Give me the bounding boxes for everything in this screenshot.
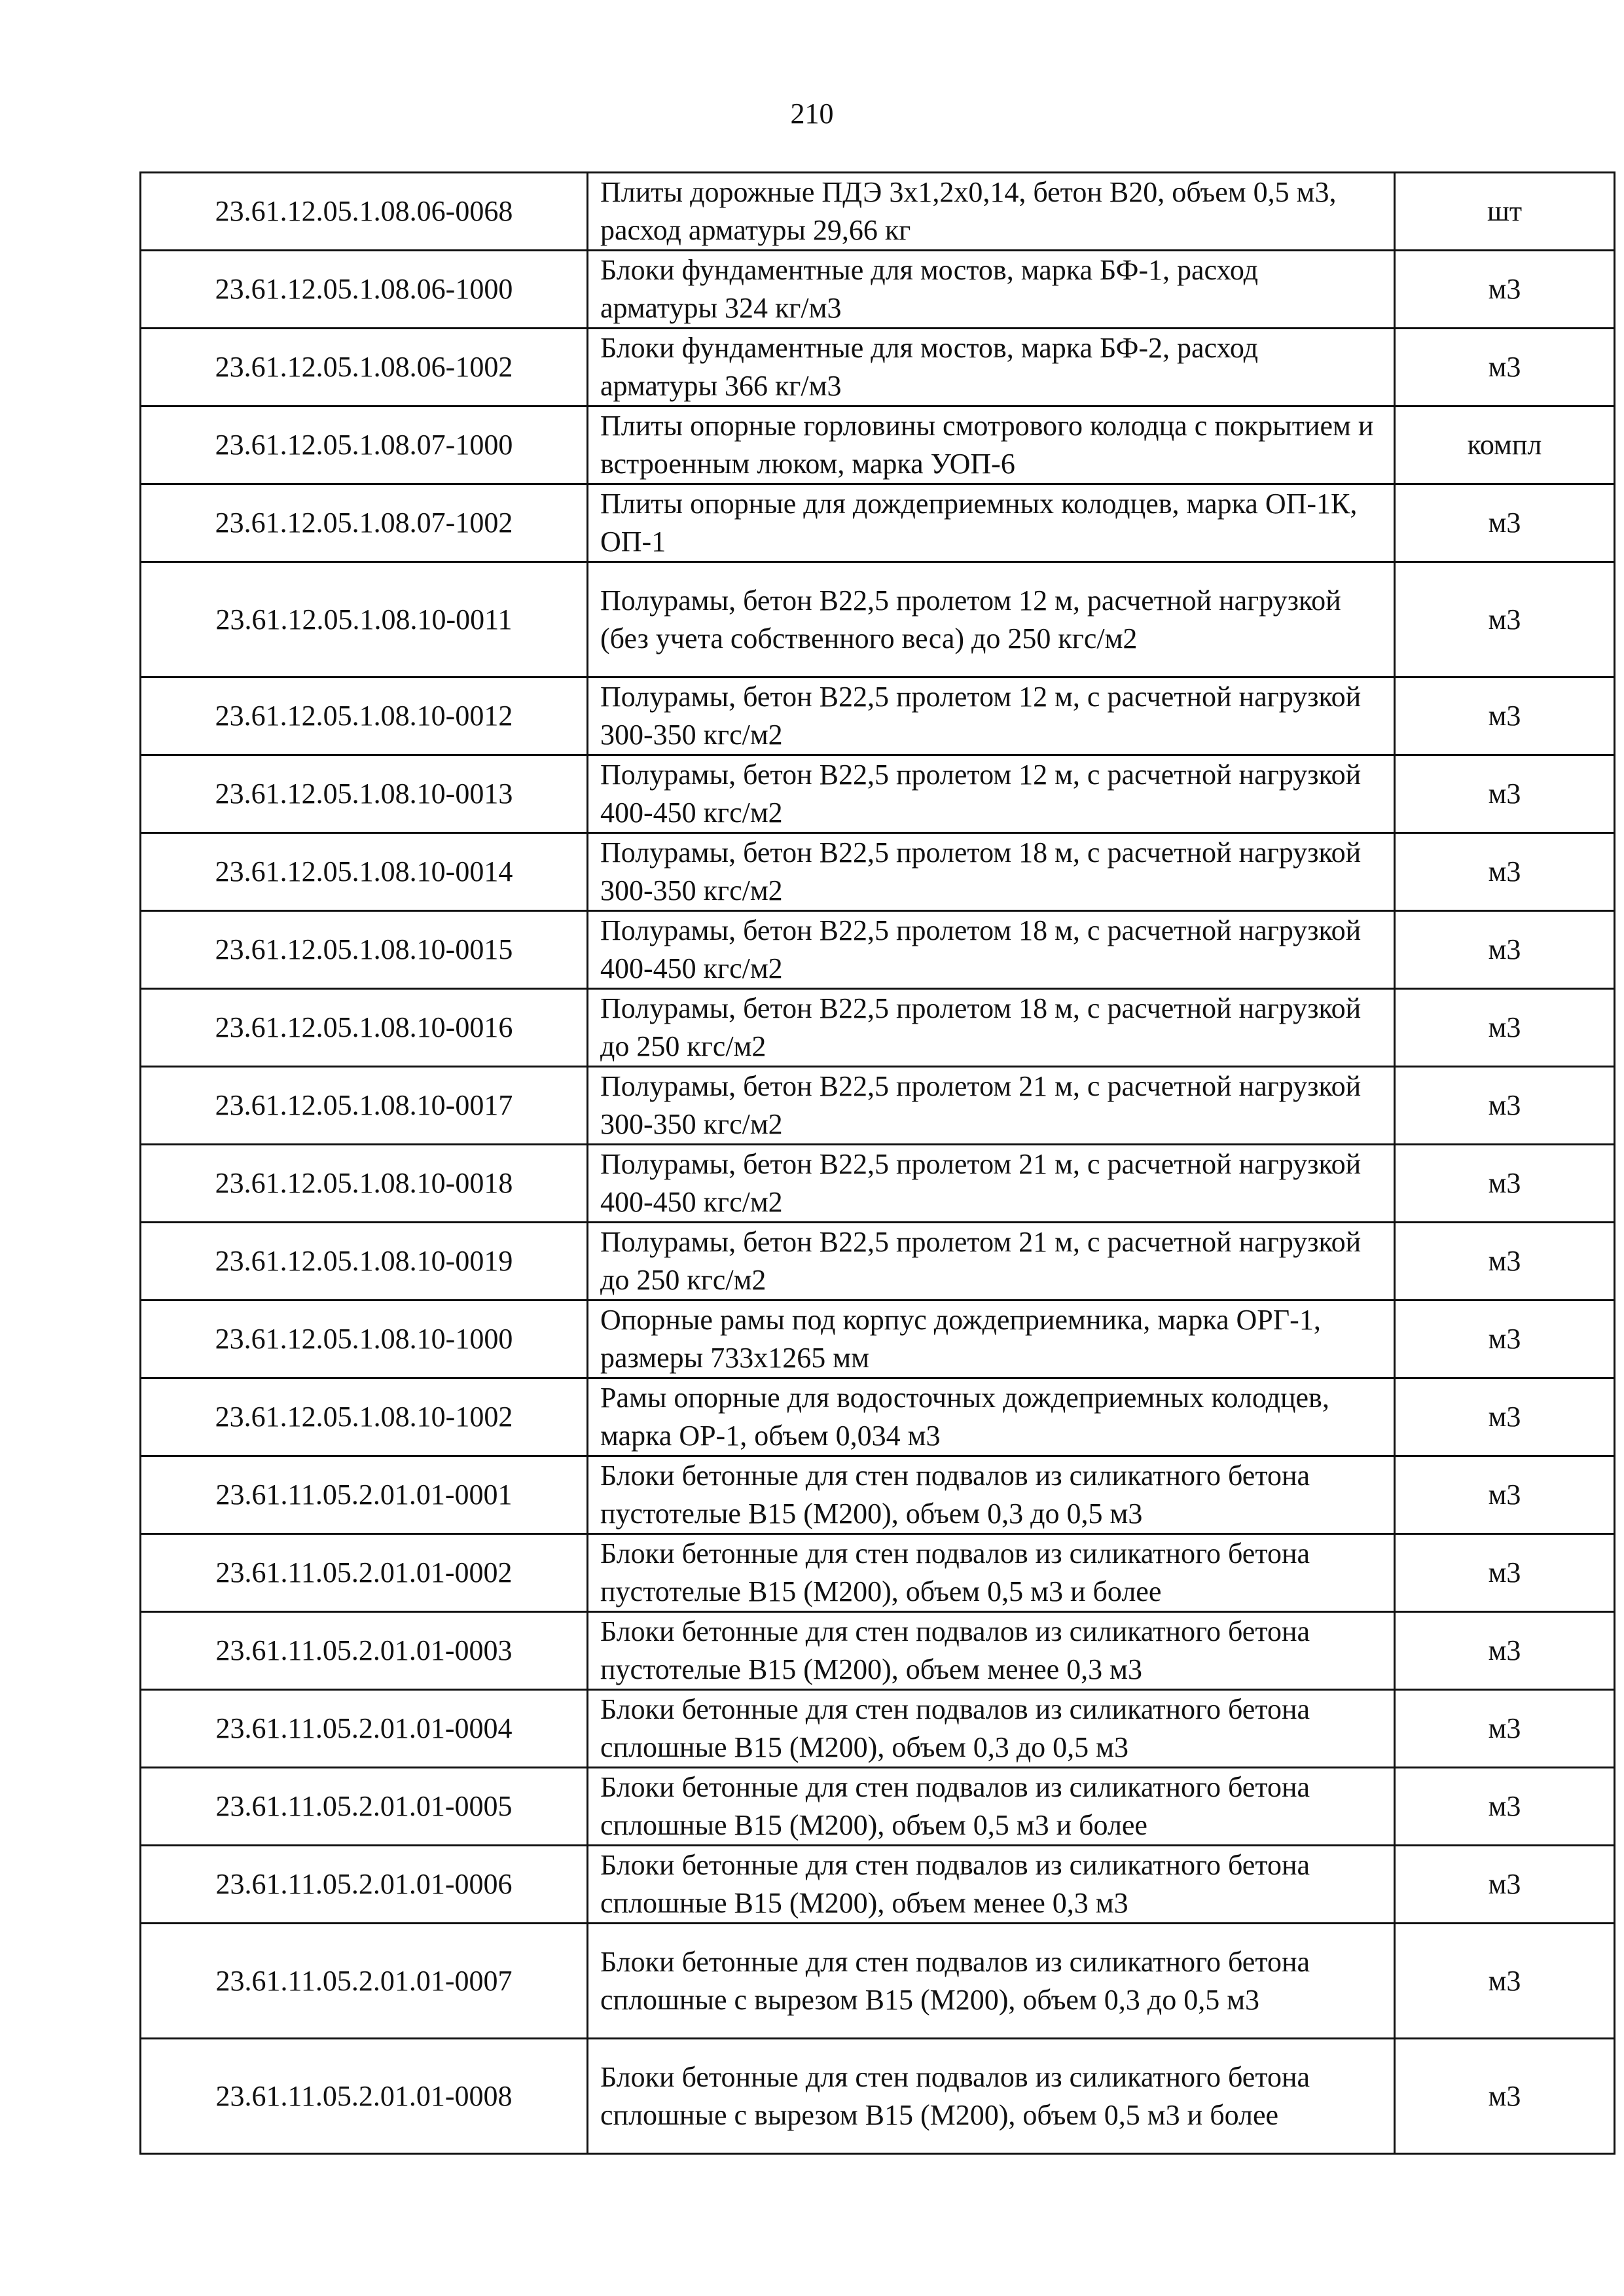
resource-code: 23.61.11.05.2.01.01-0003 [141,1612,588,1690]
table-row [141,484,1615,562]
unit-of-measure: м3 [1395,1534,1615,1612]
table-row [141,329,1615,406]
resource-code: 23.61.11.05.2.01.01-0007 [141,1924,588,2039]
resource-description: Полурамы, бетон В22,5 пролетом 18 м, с расчетной нагрузкой до 250 кгс/м2 [588,989,1395,1067]
table-row [141,1690,1615,1768]
resource-code: 23.61.12.05.1.08.06-1000 [141,251,588,329]
resource-description: Полурамы, бетон В22,5 пролетом 18 м, с расчетной нагрузкой 400-450 кгс/м2 [588,911,1395,989]
resource-description: Блоки фундаментные для мостов, марка БФ-2, расход арматуры 366 кг/м3 [588,329,1395,406]
table-row [141,2039,1615,2154]
resource-description: Блоки бетонные для стен подвалов из силикатного бетона сплошные В15 (М200), объем менее 0,3 м3 [588,1846,1395,1924]
resource-description: Плиты опорные горловины смотрового колодца с покрытием и встроенным люком, марка УОП-6 [588,406,1395,484]
unit-of-measure: м3 [1395,1612,1615,1690]
table-row [141,1378,1615,1456]
table-row [141,989,1615,1067]
materials-table [139,171,1615,2155]
table-row [141,833,1615,911]
table-row [141,911,1615,989]
unit-of-measure: м3 [1395,1768,1615,1846]
unit-of-measure: м3 [1395,1378,1615,1456]
unit-of-measure: м3 [1395,1690,1615,1768]
resource-description: Блоки бетонные для стен подвалов из силикатного бетона сплошные В15 (М200), объем 0,5 м3 и более [588,1768,1395,1846]
materials-table-body [141,173,1615,2154]
resource-description: Блоки бетонные для стен подвалов из силикатного бетона пустотелые В15 (М200), объем 0,3 до 0,5 м3 [588,1456,1395,1534]
table-row [141,1612,1615,1690]
table-row [141,251,1615,329]
resource-code: 23.61.12.05.1.08.10-1002 [141,1378,588,1456]
unit-of-measure: м3 [1395,1456,1615,1534]
unit-of-measure: м3 [1395,562,1615,677]
resource-code: 23.61.12.05.1.08.10-0017 [141,1067,588,1145]
resource-description: Полурамы, бетон В22,5 пролетом 18 м, с расчетной нагрузкой 300-350 кгс/м2 [588,833,1395,911]
unit-of-measure: м3 [1395,1924,1615,2039]
resource-description: Полурамы, бетон В22,5 пролетом 21 м, с расчетной нагрузкой 400-450 кгс/м2 [588,1145,1395,1223]
unit-of-measure: м3 [1395,329,1615,406]
resource-description: Полурамы, бетон В22,5 пролетом 21 м, с расчетной нагрузкой до 250 кгс/м2 [588,1223,1395,1300]
unit-of-measure: м3 [1395,2039,1615,2154]
resource-code: 23.61.11.05.2.01.01-0002 [141,1534,588,1612]
unit-of-measure: м3 [1395,1300,1615,1378]
resource-description: Опорные рамы под корпус дождеприемника, марка ОРГ-1, размеры 733х1265 мм [588,1300,1395,1378]
table-row [141,1534,1615,1612]
unit-of-measure: м3 [1395,989,1615,1067]
resource-description: Рамы опорные для водосточных дождеприемных колодцев, марка ОР-1, объем 0,034 м3 [588,1378,1395,1456]
unit-of-measure: м3 [1395,484,1615,562]
resource-code: 23.61.12.05.1.08.10-0019 [141,1223,588,1300]
resource-description: Плиты опорные для дождеприемных колодцев, марка ОП-1К, ОП-1 [588,484,1395,562]
unit-of-measure: м3 [1395,1067,1615,1145]
resource-description: Полурамы, бетон В22,5 пролетом 12 м, с расчетной нагрузкой 300-350 кгс/м2 [588,677,1395,755]
resource-code: 23.61.12.05.1.08.06-0068 [141,173,588,251]
resource-code: 23.61.11.05.2.01.01-0005 [141,1768,588,1846]
resource-code: 23.61.12.05.1.08.10-0018 [141,1145,588,1223]
table-row [141,1223,1615,1300]
resource-code: 23.61.12.05.1.08.10-0013 [141,755,588,833]
resource-code: 23.61.11.05.2.01.01-0004 [141,1690,588,1768]
resource-code: 23.61.12.05.1.08.10-0012 [141,677,588,755]
resource-description: Блоки бетонные для стен подвалов из силикатного бетона сплошные с вырезом В15 (М200), объем 0,5 м3 и более [588,2039,1395,2154]
table-row [141,562,1615,677]
unit-of-measure: шт [1395,173,1615,251]
resource-description: Блоки бетонные для стен подвалов из силикатного бетона пустотелые В15 (М200), объем 0,5 м3 и более [588,1534,1395,1612]
resource-description: Блоки бетонные для стен подвалов из силикатного бетона сплошные В15 (М200), объем 0,3 до 0,5 м3 [588,1690,1395,1768]
table-row [141,1768,1615,1846]
table-row [141,173,1615,251]
unit-of-measure: м3 [1395,911,1615,989]
table-row [141,1067,1615,1145]
resource-code: 23.61.12.05.1.08.10-0015 [141,911,588,989]
table-row [141,1924,1615,2039]
table-row [141,755,1615,833]
resource-description: Блоки бетонные для стен подвалов из силикатного бетона сплошные с вырезом В15 (М200), объем 0,3 до 0,5 м3 [588,1924,1395,2039]
unit-of-measure: м3 [1395,833,1615,911]
resource-code: 23.61.12.05.1.08.07-1000 [141,406,588,484]
resource-description: Полурамы, бетон В22,5 пролетом 21 м, с расчетной нагрузкой 300-350 кгс/м2 [588,1067,1395,1145]
resource-description: Полурамы, бетон В22,5 пролетом 12 м, расчетной нагрузкой (без учета собственного веса) до 250 кгс/м2 [588,562,1395,677]
resource-description: Плиты дорожные ПДЭ 3х1,2х0,14, бетон В20, объем 0,5 м3, расход арматуры 29,66 кг [588,173,1395,251]
resource-code: 23.61.12.05.1.08.06-1002 [141,329,588,406]
resource-code: 23.61.11.05.2.01.01-0006 [141,1846,588,1924]
resource-code: 23.61.11.05.2.01.01-0001 [141,1456,588,1534]
unit-of-measure: м3 [1395,1223,1615,1300]
resource-description: Полурамы, бетон В22,5 пролетом 12 м, с расчетной нагрузкой 400-450 кгс/м2 [588,755,1395,833]
table-row [141,677,1615,755]
table-row [141,1145,1615,1223]
resource-code: 23.61.12.05.1.08.10-0011 [141,562,588,677]
resource-code: 23.61.12.05.1.08.10-0016 [141,989,588,1067]
unit-of-measure: м3 [1395,1846,1615,1924]
table-row [141,1300,1615,1378]
table-row [141,1456,1615,1534]
unit-of-measure: компл [1395,406,1615,484]
unit-of-measure: м3 [1395,677,1615,755]
resource-code: 23.61.12.05.1.08.10-0014 [141,833,588,911]
unit-of-measure: м3 [1395,251,1615,329]
page-number: 210 [790,98,834,130]
table-row [141,406,1615,484]
resource-code: 23.61.11.05.2.01.01-0008 [141,2039,588,2154]
unit-of-measure: м3 [1395,1145,1615,1223]
resource-code: 23.61.12.05.1.08.10-1000 [141,1300,588,1378]
resource-description: Блоки фундаментные для мостов, марка БФ-1, расход арматуры 324 кг/м3 [588,251,1395,329]
resource-code: 23.61.12.05.1.08.07-1002 [141,484,588,562]
table-row [141,1846,1615,1924]
unit-of-measure: м3 [1395,755,1615,833]
resource-description: Блоки бетонные для стен подвалов из силикатного бетона пустотелые В15 (М200), объем менее 0,3 м3 [588,1612,1395,1690]
